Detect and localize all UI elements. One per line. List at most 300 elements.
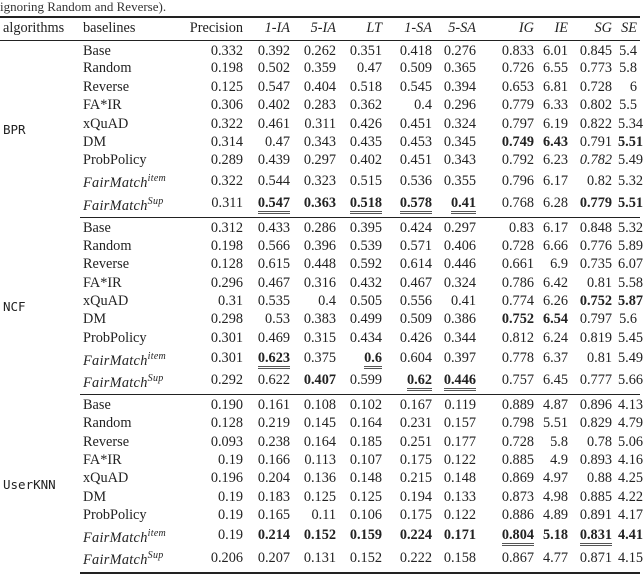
metric-value: 0.238 bbox=[257, 433, 290, 450]
baseline-label: FairMatch bbox=[83, 175, 148, 192]
metric-cell-1-ia bbox=[246, 370, 293, 395]
metric-value: 0.509 bbox=[399, 311, 432, 328]
metric-value: 0.773 bbox=[579, 60, 612, 77]
metric-value: 5.4 bbox=[619, 42, 637, 59]
metric-cell-ig bbox=[479, 452, 537, 470]
metric-cell-1-sa bbox=[385, 274, 435, 292]
table-row bbox=[0, 115, 640, 133]
metric-cell-5-sa bbox=[435, 488, 479, 506]
metric-value: 0.779 bbox=[579, 194, 612, 211]
metric-value: 6.55 bbox=[542, 60, 568, 77]
table-row bbox=[0, 547, 640, 572]
metric-cell-5-sa bbox=[435, 547, 479, 572]
metric-value: 0.324 bbox=[443, 115, 476, 132]
metric-value: 0.322 bbox=[210, 172, 243, 189]
baseline-superscript: item bbox=[147, 350, 167, 362]
metric-cell-1-sa bbox=[385, 395, 435, 415]
metric-cell-1-ia bbox=[246, 40, 293, 60]
metric-cell-5-ia bbox=[293, 40, 339, 60]
metric-cell-5-ia bbox=[293, 470, 339, 488]
metric-value: 4.97 bbox=[542, 470, 568, 487]
metric-value: 0.286 bbox=[303, 219, 336, 236]
metric-cell-ie bbox=[537, 507, 571, 525]
metric-cell-1-sa bbox=[385, 370, 435, 395]
metric-cell-se bbox=[615, 547, 643, 572]
metric-cell-1-ia bbox=[246, 395, 293, 415]
baseline-name bbox=[80, 60, 176, 78]
metric-cell-5-ia bbox=[293, 525, 339, 547]
metric-value: 0.544 bbox=[257, 172, 290, 189]
metric-cell-lt bbox=[339, 193, 385, 218]
metric-value: 0.822 bbox=[579, 115, 612, 132]
metric-cell-se bbox=[615, 134, 643, 152]
metric-value: 0.728 bbox=[501, 237, 534, 254]
metric-cell-1-ia bbox=[246, 311, 293, 329]
table-row bbox=[0, 395, 640, 415]
metric-cell-sg bbox=[571, 97, 615, 115]
metric-value: 0.31 bbox=[217, 292, 243, 309]
table-row bbox=[0, 256, 640, 274]
metric-value: 6.23 bbox=[542, 152, 568, 169]
metric-cell-se bbox=[615, 193, 643, 218]
metric-value: 0.276 bbox=[443, 42, 476, 59]
metric-value: 0.219 bbox=[257, 415, 290, 432]
metric-cell-ie bbox=[537, 348, 571, 370]
baseline-name bbox=[80, 470, 176, 488]
metric-value: 6 bbox=[629, 78, 637, 95]
metric-value: 0.119 bbox=[444, 397, 476, 414]
metric-value: 6.45 bbox=[542, 372, 568, 389]
metric-value: 0.439 bbox=[257, 152, 290, 169]
column-header: 5-IA bbox=[293, 17, 339, 40]
metric-cell-5-sa bbox=[435, 152, 479, 170]
group-ncf bbox=[0, 217, 643, 394]
table-row bbox=[0, 237, 640, 255]
metric-cell-1-ia bbox=[246, 193, 293, 218]
metric-value: 0.283 bbox=[303, 97, 336, 114]
metric-value: 6.37 bbox=[542, 350, 568, 367]
metric-cell-5-ia bbox=[293, 274, 339, 292]
metric-value: 0.829 bbox=[579, 415, 612, 432]
metric-cell-ie bbox=[537, 525, 571, 547]
baseline-label: FA*IR bbox=[83, 274, 122, 291]
table-row bbox=[0, 193, 640, 218]
metric-value: 0.896 bbox=[579, 397, 612, 414]
metric-cell-1-sa bbox=[385, 217, 435, 237]
metric-cell-sg bbox=[571, 488, 615, 506]
table-row bbox=[0, 415, 640, 433]
metric-cell-ig bbox=[479, 395, 537, 415]
metric-value: 0.547 bbox=[257, 78, 290, 95]
metric-value: 0.386 bbox=[443, 311, 476, 328]
column-header: IE bbox=[537, 17, 571, 40]
baseline-label: FA*IR bbox=[83, 451, 122, 468]
metric-cell-ig bbox=[479, 547, 537, 572]
metric-value: 0.502 bbox=[257, 60, 290, 77]
metric-cell-1-sa bbox=[385, 60, 435, 78]
metric-value: 0.289 bbox=[210, 152, 243, 169]
metric-cell-1-ia bbox=[246, 134, 293, 152]
metric-value: 0.804 bbox=[502, 527, 534, 546]
table-row bbox=[0, 134, 640, 152]
metric-cell-precision bbox=[176, 329, 246, 347]
baseline-name bbox=[80, 152, 176, 170]
metric-cell-5-sa bbox=[435, 348, 479, 370]
metric-cell-se bbox=[615, 415, 643, 433]
metric-value: 0.796 bbox=[501, 172, 534, 189]
metric-cell-precision bbox=[176, 217, 246, 237]
metric-cell-ie bbox=[537, 395, 571, 415]
metric-cell-se bbox=[615, 217, 643, 237]
baseline-name bbox=[80, 40, 176, 60]
metric-value: 0.41 bbox=[451, 195, 476, 214]
metric-value: 0.166 bbox=[257, 451, 290, 468]
metric-cell-ie bbox=[537, 311, 571, 329]
metric-value: 0.777 bbox=[579, 372, 612, 389]
baseline-name bbox=[80, 370, 176, 395]
metric-value: 6.81 bbox=[542, 78, 568, 95]
metric-value: 0.873 bbox=[501, 488, 534, 505]
metric-value: 0.819 bbox=[579, 329, 612, 346]
metric-value: 0.297 bbox=[303, 152, 336, 169]
metric-cell-5-sa bbox=[435, 525, 479, 547]
metric-value: 0.735 bbox=[579, 256, 612, 273]
metric-cell-5-sa bbox=[435, 274, 479, 292]
metric-cell-1-ia bbox=[246, 507, 293, 525]
metric-cell-1-ia bbox=[246, 470, 293, 488]
metric-cell-5-ia bbox=[293, 433, 339, 451]
metric-cell-precision bbox=[176, 547, 246, 572]
metric-value: 0.614 bbox=[399, 256, 432, 273]
metric-value: 0.592 bbox=[349, 256, 382, 273]
metric-value: 0.122 bbox=[443, 507, 476, 524]
metric-value: 0.831 bbox=[580, 527, 612, 546]
metric-cell-sg bbox=[571, 470, 615, 488]
metric-cell-se bbox=[615, 40, 640, 60]
metric-value: 0.363 bbox=[303, 194, 336, 211]
metric-value: 0.779 bbox=[501, 97, 534, 114]
metric-value: 0.509 bbox=[399, 60, 432, 77]
metric-cell-5-ia bbox=[293, 170, 339, 192]
metric-value: 0.461 bbox=[257, 115, 290, 132]
metric-value: 0.362 bbox=[349, 97, 382, 114]
metric-cell-se bbox=[615, 311, 640, 329]
metric-cell-se bbox=[615, 78, 640, 96]
metric-value: 0.297 bbox=[443, 219, 476, 236]
baseline-name bbox=[80, 348, 176, 370]
metric-cell-precision bbox=[176, 274, 246, 292]
metric-value: 0.797 bbox=[501, 115, 534, 132]
metric-value: 0.148 bbox=[349, 470, 382, 487]
metric-value: 0.296 bbox=[443, 97, 476, 114]
metric-cell-1-sa bbox=[385, 115, 435, 133]
metric-cell-1-ia bbox=[246, 237, 293, 255]
metric-value: 5.89 bbox=[618, 237, 643, 254]
metric-value: 0.125 bbox=[349, 488, 382, 505]
metric-cell-ig bbox=[479, 348, 537, 370]
metric-cell-ie bbox=[537, 134, 571, 152]
metric-cell-se bbox=[615, 292, 643, 311]
metric-cell-se bbox=[615, 115, 643, 133]
metric-cell-ig bbox=[479, 134, 537, 152]
metric-cell-5-sa bbox=[435, 40, 479, 60]
metric-cell-1-sa bbox=[385, 40, 435, 60]
metric-value: 0.547 bbox=[258, 195, 290, 214]
metric-value: 4.89 bbox=[542, 507, 568, 524]
table-row bbox=[0, 40, 640, 60]
metric-cell-1-ia bbox=[246, 488, 293, 506]
table-caption-fragment: ignoring Random and Reverse). bbox=[0, 0, 167, 14]
metric-cell-se bbox=[615, 348, 643, 370]
metric-value: 5.66 bbox=[618, 372, 643, 389]
metric-cell-lt bbox=[339, 78, 385, 96]
table-row bbox=[0, 152, 640, 170]
metric-value: 0.47 bbox=[264, 134, 290, 150]
metric-cell-lt bbox=[339, 311, 385, 329]
metric-value: 0.599 bbox=[349, 372, 382, 389]
metric-cell-ie bbox=[537, 470, 571, 488]
metric-value: 0.752 bbox=[579, 292, 612, 309]
metric-value: 5.87 bbox=[618, 292, 643, 309]
metric-cell-1-sa bbox=[385, 134, 435, 152]
metric-cell-ie bbox=[537, 193, 571, 218]
metric-cell-sg bbox=[571, 78, 615, 96]
metric-value: 0.407 bbox=[303, 372, 336, 389]
metric-value: 0.81 bbox=[586, 350, 612, 367]
group-bpr bbox=[0, 40, 643, 217]
metric-cell-precision bbox=[176, 193, 246, 218]
group-userknn bbox=[0, 395, 643, 573]
metric-value: 0.467 bbox=[399, 274, 432, 291]
metric-value: 0.128 bbox=[210, 256, 243, 273]
metric-value: 6.33 bbox=[542, 97, 568, 114]
metric-cell-lt bbox=[339, 547, 385, 572]
baseline-label: Reverse bbox=[83, 78, 130, 95]
metric-cell-sg bbox=[571, 525, 615, 547]
metric-value: 0.62 bbox=[407, 372, 432, 391]
metric-cell-ig bbox=[479, 217, 537, 237]
table-row bbox=[0, 470, 640, 488]
metric-cell-ig bbox=[479, 370, 537, 395]
metric-value: 0.365 bbox=[443, 60, 476, 77]
table-row bbox=[0, 329, 640, 347]
metric-cell-1-ia bbox=[246, 115, 293, 133]
metric-value: 5.34 bbox=[618, 115, 643, 132]
metric-cell-lt bbox=[339, 97, 385, 115]
metric-cell-sg bbox=[571, 395, 615, 415]
metric-value: 0.432 bbox=[349, 274, 382, 291]
table-row bbox=[0, 78, 640, 96]
metric-cell-precision bbox=[176, 525, 246, 547]
metric-cell-lt bbox=[339, 329, 385, 347]
metric-value: 0.848 bbox=[579, 219, 612, 236]
metric-value: 0.566 bbox=[257, 237, 290, 254]
metric-value: 6.19 bbox=[542, 115, 568, 132]
metric-value: 0.19 bbox=[217, 488, 243, 505]
metric-value: 0.404 bbox=[303, 78, 336, 95]
baseline-superscript: item bbox=[147, 528, 167, 540]
metric-value: 0.19 bbox=[217, 451, 243, 468]
metric-cell-lt bbox=[339, 237, 385, 255]
metric-value: 0.728 bbox=[501, 433, 534, 450]
metric-value: 0.402 bbox=[349, 152, 382, 169]
baseline-label: Reverse bbox=[83, 433, 130, 450]
metric-cell-precision bbox=[176, 470, 246, 488]
metric-value: 0.175 bbox=[399, 507, 432, 524]
metric-cell-5-ia bbox=[293, 488, 339, 506]
metric-value: 0.448 bbox=[303, 256, 336, 273]
metric-value: 0.157 bbox=[443, 415, 476, 432]
metric-cell-lt bbox=[339, 152, 385, 170]
metric-cell-ie bbox=[537, 329, 571, 347]
column-header: 1-IA bbox=[246, 17, 293, 40]
metric-value: 4.98 bbox=[542, 488, 568, 505]
metric-value: 5.8 bbox=[550, 433, 568, 450]
metric-value: 4.87 bbox=[542, 397, 568, 414]
metric-value: 0.845 bbox=[579, 42, 612, 59]
metric-cell-ig bbox=[479, 193, 537, 218]
metric-cell-1-sa bbox=[385, 293, 435, 311]
metric-value: 0.332 bbox=[210, 42, 243, 59]
metric-cell-se bbox=[615, 507, 643, 525]
table-row bbox=[0, 433, 640, 451]
metric-value: 5.8 bbox=[619, 60, 637, 77]
metric-cell-precision bbox=[176, 293, 246, 311]
baseline-superscript: item bbox=[147, 173, 167, 185]
metric-value: 0.190 bbox=[210, 397, 243, 414]
metric-value: 0.47 bbox=[356, 60, 382, 77]
metric-value: 0.6 bbox=[364, 350, 382, 369]
metric-cell-ig bbox=[479, 152, 537, 170]
metric-value: 0.869 bbox=[501, 470, 534, 487]
column-header: Precision bbox=[176, 17, 246, 40]
metric-cell-1-ia bbox=[246, 274, 293, 292]
metric-cell-ie bbox=[537, 40, 571, 60]
metric-cell-lt bbox=[339, 115, 385, 133]
baseline-label: Base bbox=[83, 42, 111, 59]
metric-cell-ig bbox=[479, 97, 537, 115]
metric-value: 0.311 bbox=[211, 194, 243, 211]
metric-cell-sg bbox=[571, 217, 615, 237]
baseline-superscript: Sup bbox=[147, 372, 164, 384]
metric-cell-se bbox=[615, 60, 640, 78]
metric-cell-precision bbox=[176, 134, 246, 152]
metric-cell-precision bbox=[176, 40, 246, 60]
metric-value: 0.776 bbox=[579, 237, 612, 254]
metric-cell-se bbox=[615, 488, 643, 506]
metric-cell-precision bbox=[176, 348, 246, 370]
metric-value: 0.164 bbox=[349, 415, 382, 432]
metric-value: 5.51 bbox=[542, 415, 568, 432]
metric-value: 0.556 bbox=[399, 292, 432, 309]
metric-cell-sg bbox=[571, 370, 615, 395]
metric-value: 0.41 bbox=[450, 292, 476, 309]
metric-cell-1-ia bbox=[246, 97, 293, 115]
metric-cell-1-sa bbox=[385, 507, 435, 525]
metric-value: 0.152 bbox=[303, 527, 336, 544]
metric-cell-sg bbox=[571, 329, 615, 347]
metric-value: 0.798 bbox=[501, 415, 534, 432]
metric-cell-ie bbox=[537, 115, 571, 133]
metric-cell-se bbox=[615, 152, 643, 170]
metric-cell-sg bbox=[571, 193, 615, 218]
metric-cell-se bbox=[615, 170, 643, 192]
metric-cell-sg bbox=[571, 274, 615, 292]
metric-cell-5-sa bbox=[435, 97, 479, 115]
baseline-name bbox=[80, 237, 176, 255]
metric-value: 0.311 bbox=[304, 115, 336, 132]
metric-value: 0.312 bbox=[210, 219, 243, 236]
metric-cell-ig bbox=[479, 433, 537, 451]
metric-cell-5-ia bbox=[293, 217, 339, 237]
baseline-label: FairMatch bbox=[83, 552, 148, 569]
metric-value: 0.204 bbox=[257, 470, 290, 487]
metric-value: 0.615 bbox=[257, 256, 290, 273]
metric-cell-1-sa bbox=[385, 329, 435, 347]
metric-value: 0.183 bbox=[257, 488, 290, 505]
metric-cell-sg bbox=[571, 40, 615, 60]
baseline-name bbox=[80, 170, 176, 192]
metric-cell-5-sa bbox=[435, 78, 479, 96]
column-header: LT bbox=[339, 17, 385, 40]
metric-value: 0.167 bbox=[399, 397, 432, 414]
metric-value: 0.164 bbox=[303, 433, 336, 450]
baseline-label: FairMatch bbox=[83, 529, 148, 546]
metric-cell-lt bbox=[339, 525, 385, 547]
metric-value: 0.323 bbox=[303, 172, 336, 189]
metric-value: 0.131 bbox=[303, 549, 336, 566]
metric-cell-5-sa bbox=[435, 217, 479, 237]
baseline-name bbox=[80, 78, 176, 96]
metric-value: 0.093 bbox=[210, 433, 243, 450]
metric-cell-5-sa bbox=[435, 193, 479, 218]
metric-value: 0.792 bbox=[501, 152, 534, 169]
baseline-name bbox=[80, 217, 176, 237]
baseline-name bbox=[80, 395, 176, 415]
metric-cell-sg bbox=[571, 547, 615, 572]
baseline-name bbox=[80, 433, 176, 451]
metric-value: 0.395 bbox=[349, 219, 382, 236]
metric-cell-lt bbox=[339, 170, 385, 192]
metric-value: 0.453 bbox=[399, 134, 432, 150]
metric-value: 6.42 bbox=[542, 274, 568, 291]
metric-value: 0.433 bbox=[257, 219, 290, 236]
metric-cell-1-sa bbox=[385, 97, 435, 115]
algorithm-label: UserKNN bbox=[3, 476, 56, 492]
metric-value: 0.19 bbox=[217, 507, 243, 524]
metric-value: 0.108 bbox=[303, 397, 336, 414]
metric-cell-ig bbox=[479, 470, 537, 488]
metric-value: 0.653 bbox=[501, 78, 534, 95]
metric-cell-5-sa bbox=[435, 470, 479, 488]
metric-value: 0.251 bbox=[399, 433, 432, 450]
metric-value: 0.222 bbox=[399, 549, 432, 566]
metric-cell-se bbox=[615, 274, 643, 292]
metric-value: 0.406 bbox=[443, 237, 476, 254]
column-header: SG bbox=[571, 17, 615, 40]
metric-cell-ie bbox=[537, 60, 571, 78]
baseline-label: xQuAD bbox=[83, 292, 129, 309]
metric-value: 5.06 bbox=[618, 433, 643, 450]
metric-value: 0.518 bbox=[350, 195, 382, 214]
baseline-name bbox=[80, 329, 176, 347]
metric-cell-precision bbox=[176, 370, 246, 395]
metric-cell-1-sa bbox=[385, 237, 435, 255]
metric-cell-sg bbox=[571, 237, 615, 255]
metric-cell-lt bbox=[339, 415, 385, 433]
metric-value: 0.469 bbox=[257, 329, 290, 346]
metric-value: 0.19 bbox=[217, 527, 243, 544]
